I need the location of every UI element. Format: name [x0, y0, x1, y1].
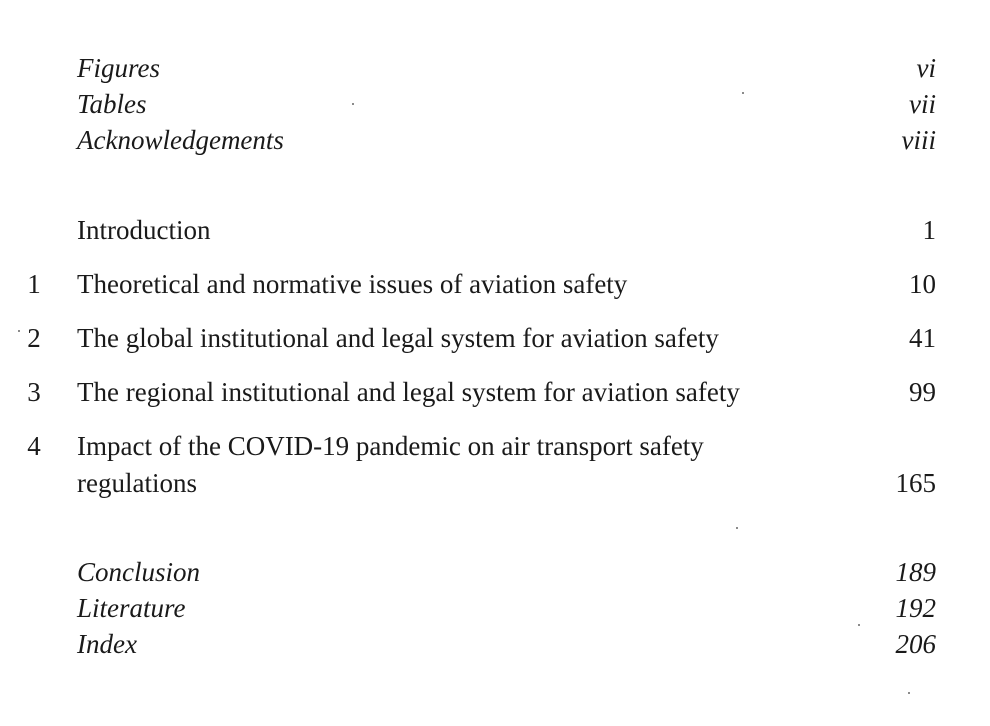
entry-page: vii — [909, 89, 936, 119]
entry-title-line-2: regulations — [77, 468, 197, 498]
entry-title: Literature — [77, 593, 186, 623]
entry-page: 10 — [909, 269, 936, 299]
entry-title: Introduction — [77, 215, 211, 245]
entry-title: The global institutional and legal system for aviation safety — [77, 323, 719, 353]
scan-speck — [742, 92, 744, 94]
chapter-number: 1 — [27, 269, 41, 299]
entry-title: The regional institutional and legal system for aviation safety — [77, 377, 740, 407]
entry-page: 41 — [909, 323, 936, 353]
entry-page: 99 — [909, 377, 936, 407]
entry-title-line-1: Impact of the COVID-19 pandemic on air transport safety — [77, 431, 704, 461]
chapter-number: 2 — [27, 323, 41, 353]
scan-speck — [908, 692, 910, 694]
entry-page: vi — [916, 53, 936, 83]
entry-title: Theoretical and normative issues of aviation safety — [77, 269, 628, 299]
entry-page: viii — [901, 125, 936, 155]
entry-page: 1 — [922, 215, 936, 245]
scan-speck — [352, 103, 354, 105]
entry-page: 192 — [895, 593, 936, 623]
chapter-number: 4 — [27, 431, 41, 461]
chapter-number: 3 — [27, 377, 41, 407]
entry-page: 165 — [895, 468, 936, 498]
entry-page: 206 — [895, 629, 936, 659]
scan-speck — [858, 624, 860, 626]
entry-title: Figures — [77, 53, 160, 83]
scan-speck — [736, 527, 738, 529]
scan-speck — [18, 330, 20, 332]
entry-title: Tables — [77, 89, 147, 119]
entry-title: Acknowledgements — [77, 125, 284, 155]
entry-page: 189 — [895, 557, 936, 587]
entry-title: Index — [77, 629, 137, 659]
entry-title: Conclusion — [77, 557, 201, 587]
